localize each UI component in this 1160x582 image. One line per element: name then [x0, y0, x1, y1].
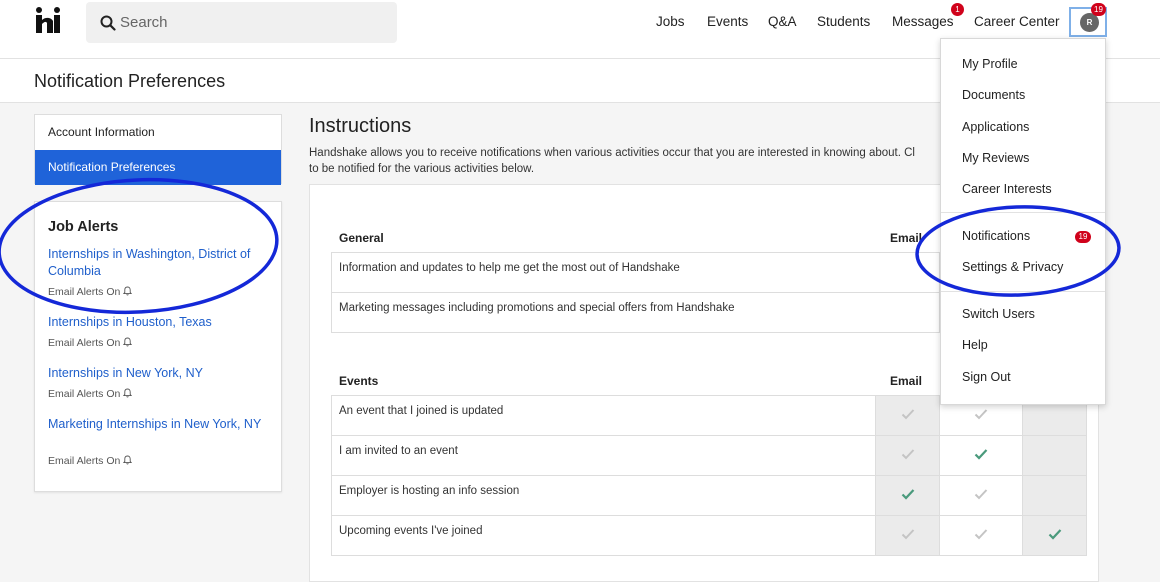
messages-badge: 1 — [951, 3, 964, 16]
handshake-logo-icon[interactable] — [34, 6, 64, 36]
email-toggle-cell[interactable] — [876, 476, 940, 516]
search-input[interactable] — [120, 2, 390, 43]
bell-icon — [123, 286, 132, 296]
search-icon — [100, 15, 116, 31]
job-alert-link[interactable]: Marketing Internships in New York, NY — [48, 417, 262, 431]
menu-settings-privacy[interactable]: Settings & Privacy — [962, 260, 1064, 274]
nav-messages[interactable]: Messages — [892, 14, 954, 29]
email-toggle-cell[interactable] — [876, 436, 940, 476]
job-alerts-card — [34, 201, 282, 492]
table-row — [332, 516, 1087, 556]
push-toggle-cell[interactable] — [940, 516, 1023, 556]
pref-label: Upcoming events I've joined — [332, 516, 876, 556]
search-bar[interactable] — [86, 2, 397, 43]
push-toggle-cell[interactable] — [940, 476, 1023, 516]
nav-career-center[interactable]: Career Center — [974, 14, 1060, 29]
check-icon — [974, 488, 988, 500]
nav-jobs[interactable]: Jobs — [656, 14, 685, 29]
avatar: R — [1080, 13, 1099, 32]
menu-divider — [941, 291, 1105, 292]
page-title: Notification Preferences — [34, 71, 226, 91]
toggle-cell[interactable] — [1023, 476, 1087, 516]
notifications-badge: 19 — [1075, 231, 1091, 243]
events-heading: Events — [339, 374, 379, 388]
menu-documents[interactable]: Documents — [962, 88, 1026, 102]
job-alert-status — [48, 455, 132, 467]
bell-icon — [123, 388, 132, 398]
instructions-text — [309, 145, 949, 177]
menu-applications[interactable]: Applications — [962, 120, 1030, 134]
pref-label: Employer is hosting an info session — [332, 476, 876, 516]
job-alert-status — [48, 388, 132, 400]
pref-label: Marketing messages including promotions and special offers from Handshake — [332, 293, 940, 333]
settings-side-menu — [34, 114, 282, 184]
table-row — [332, 436, 1087, 476]
account-dropdown-menu — [940, 38, 1106, 405]
pref-label: An event that I joined is updated — [332, 396, 876, 436]
nav-students[interactable]: Students — [817, 14, 871, 29]
avatar-notification-badge: 19 — [1091, 3, 1106, 16]
bell-icon — [123, 337, 132, 347]
toggle-cell[interactable] — [1023, 436, 1087, 476]
nav-events[interactable]: Events — [707, 14, 749, 29]
check-icon — [901, 528, 915, 540]
job-alert-status-text: Email Alerts On — [48, 286, 121, 298]
events-table — [331, 395, 1087, 556]
job-alert-status — [48, 337, 132, 349]
general-heading: General — [339, 231, 384, 245]
job-alert-link[interactable]: Internships in Houston, Texas — [48, 315, 212, 329]
check-icon — [1048, 528, 1062, 540]
check-icon — [974, 448, 988, 460]
job-alert-status — [48, 286, 132, 298]
instructions-title: Instructions — [309, 115, 412, 137]
menu-my-profile[interactable]: My Profile — [962, 57, 1018, 71]
job-alert-link[interactable]: Internships in New York, NY — [48, 366, 203, 380]
events-email-column: Email — [890, 374, 923, 388]
nav-qa[interactable]: Q&A — [768, 14, 797, 29]
sidemenu-account-information[interactable]: Account Information — [48, 125, 155, 139]
job-alert-link[interactable]: Internships in Washington, District of Columbia — [48, 247, 251, 278]
menu-notifications[interactable]: Notifications — [962, 229, 1031, 243]
account-menu-button[interactable] — [1069, 7, 1107, 37]
pref-label: I am invited to an event — [332, 436, 876, 476]
pref-label: Information and updates to help me get the most out of Handshake — [332, 253, 940, 293]
email-toggle-cell[interactable] — [876, 516, 940, 556]
bell-icon — [123, 455, 132, 465]
menu-help[interactable]: Help — [962, 338, 988, 352]
check-icon — [901, 448, 915, 460]
instructions-line: Handshake allows you to receive notifications when various activities occur that you are interested in knowing about. Cl — [309, 147, 915, 159]
menu-my-reviews[interactable]: My Reviews — [962, 151, 1030, 165]
job-alert-status-text: Email Alerts On — [48, 455, 121, 467]
instructions-line: to be notified for the various activities below. — [309, 163, 535, 175]
check-icon — [974, 528, 988, 540]
menu-divider — [941, 212, 1105, 213]
menu-career-interests[interactable]: Career Interests — [962, 182, 1052, 196]
menu-sign-out[interactable]: Sign Out — [962, 370, 1011, 384]
general-email-column: Email — [890, 231, 923, 245]
table-row — [332, 476, 1087, 516]
check-icon — [901, 408, 915, 420]
push-toggle-cell[interactable] — [940, 436, 1023, 476]
check-icon — [974, 408, 988, 420]
job-alerts-title: Job Alerts — [48, 219, 119, 235]
toggle-cell[interactable] — [1023, 516, 1087, 556]
job-alert-status-text: Email Alerts On — [48, 388, 121, 400]
email-toggle-cell[interactable] — [876, 396, 940, 436]
check-icon — [901, 488, 915, 500]
sidemenu-notification-preferences[interactable]: Notification Preferences — [35, 150, 281, 185]
job-alert-status-text: Email Alerts On — [48, 337, 121, 349]
menu-switch-users[interactable]: Switch Users — [962, 307, 1035, 321]
